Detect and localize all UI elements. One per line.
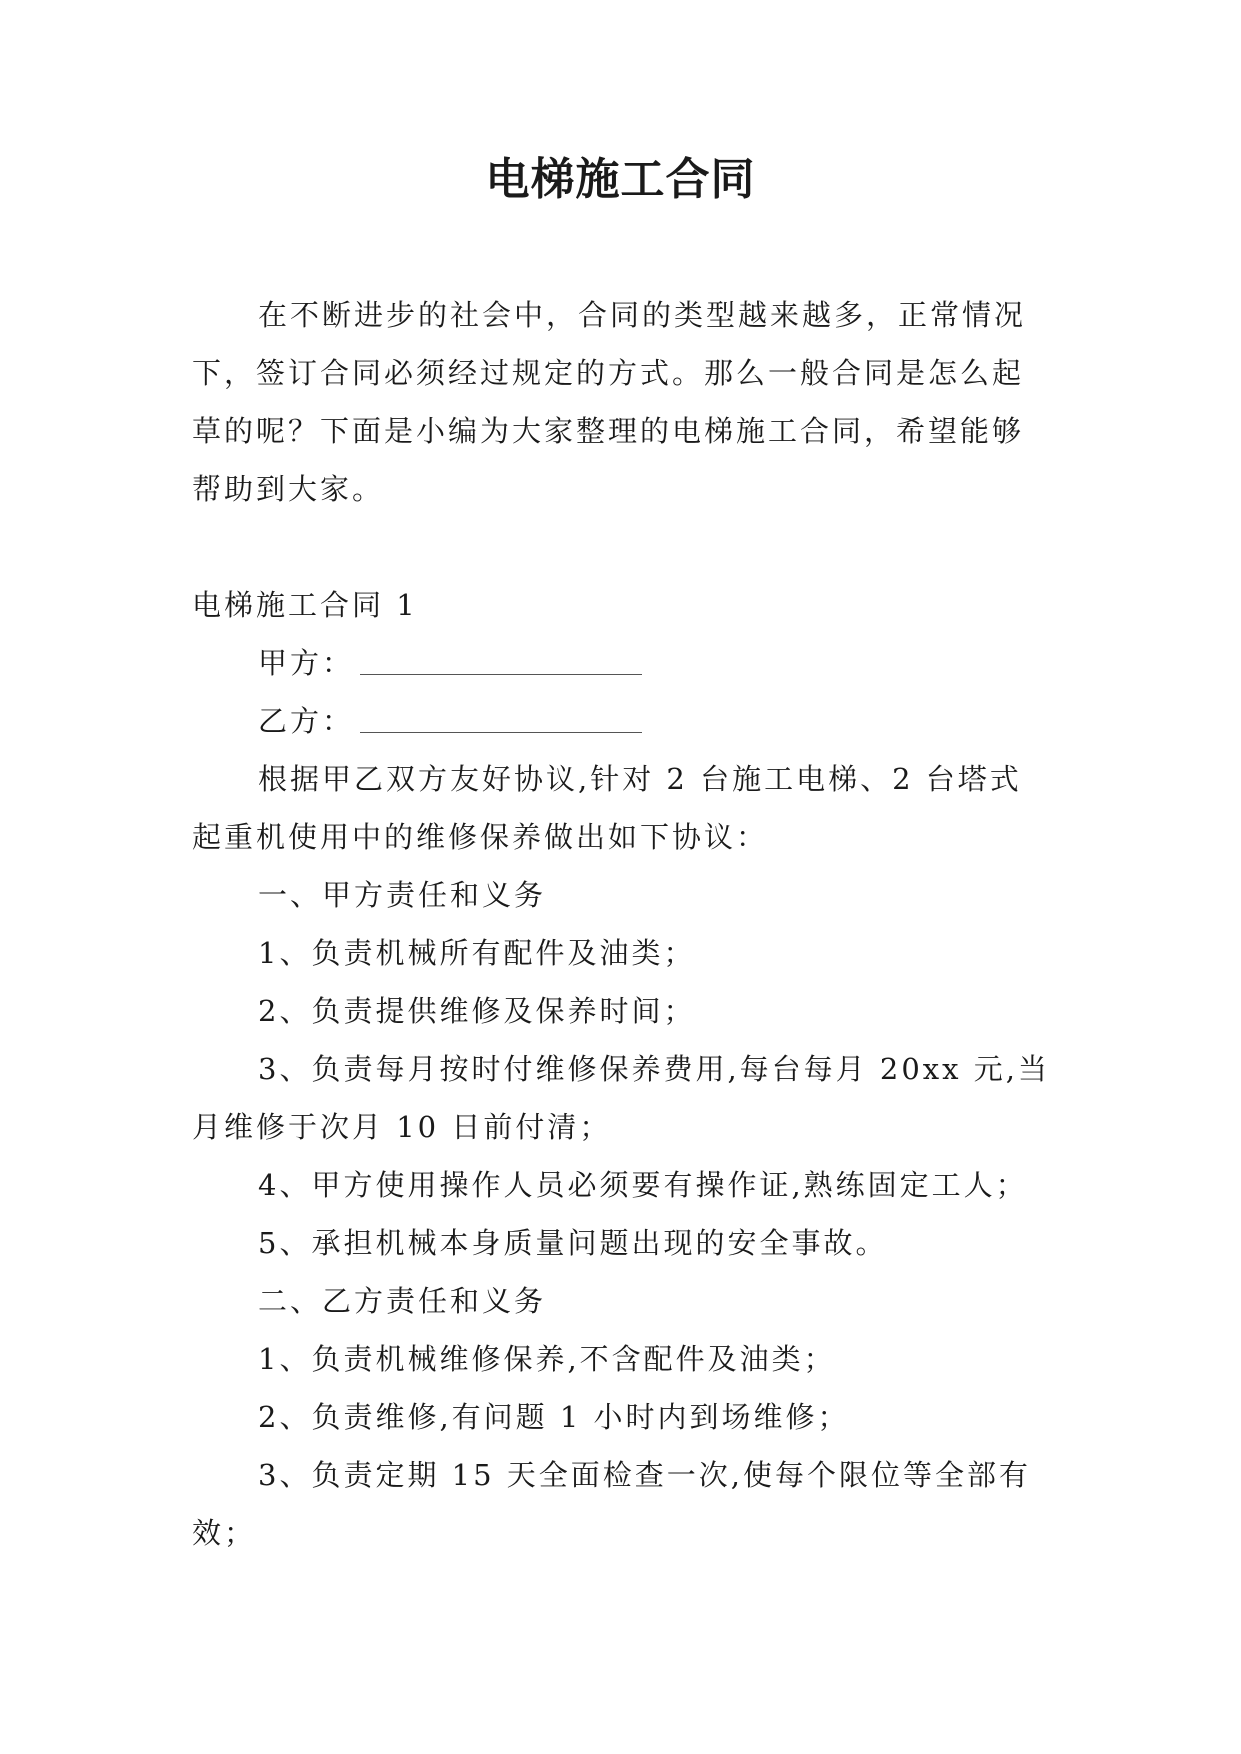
part1-item: 1、负责机械所有配件及油类； [258,936,696,970]
intro-paragraph: 在不断进步的社会中，合同的类型越来越多，正常情况下，签订合同必须经过规定的方式。那么一般合同是怎么起草的呢？下面是小编为大家整理的电梯施工合同，希望能够帮助到大家。 [192,298,1027,506]
party-b-label: 乙方： [258,704,355,738]
part2-heading: 二、乙方责任和义务 [258,1284,547,1318]
party-b-blank [360,732,642,733]
part1-item: 4、甲方使用操作人员必须要有操作证,熟练固定工人； [258,1168,1028,1202]
part2-item: 3、负责定期 15 天全面检查一次,使每个限位等全部有效； [192,1458,1032,1550]
party-a-line [192,634,1052,692]
document-title: 电梯施工合同 [485,154,756,205]
party-a-label: 甲方： [258,646,355,680]
part2-item: 1、负责机械维修保养,不含配件及油类； [258,1342,836,1376]
section-title: 电梯施工合同 1 [192,588,418,622]
part1-item: 5、承担机械本身质量问题出现的安全事故。 [258,1226,888,1260]
part2-item: 2、负责维修,有问题 1 小时内到场维修； [258,1400,850,1434]
document-body [192,286,1052,1562]
party-b-line [192,692,1052,750]
part1-heading: 一、甲方责任和义务 [258,878,547,912]
part1-item: 2、负责提供维修及保养时间； [258,994,696,1028]
part1-item: 3、负责每月按时付维修保养费用,每台每月 20xx 元,当月维修于次月 10 日前付清； [192,1052,1050,1144]
party-a-blank [360,674,642,675]
preamble-paragraph: 根据甲乙双方友好协议,针对 2 台施工电梯、2 台塔式起重机使用中的维修保养做出如下协议： [192,762,1022,854]
